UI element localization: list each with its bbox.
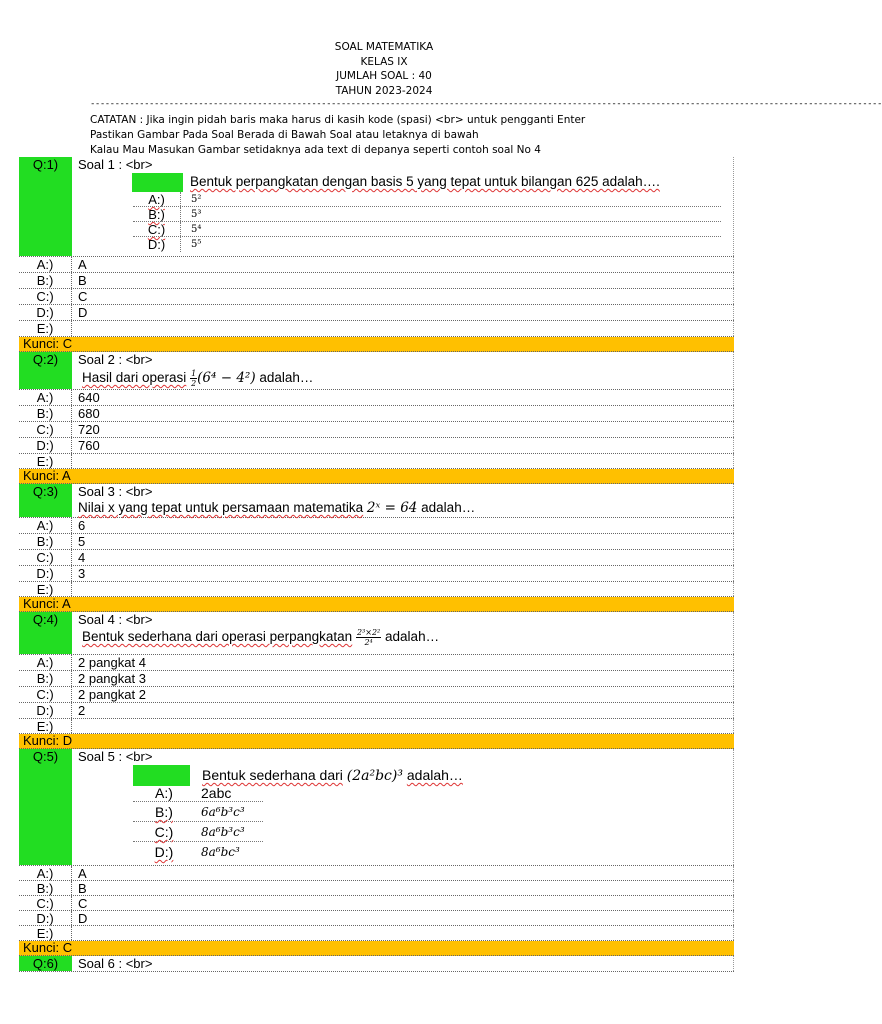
- option-value[interactable]: 2 pangkat 3: [72, 671, 734, 686]
- option-label: A:): [19, 257, 72, 272]
- fraction-numerator: 1: [191, 369, 197, 378]
- option-row: [19, 926, 734, 941]
- answer-key: Kunci: A: [19, 469, 734, 484]
- question-table: [19, 157, 734, 972]
- answer-key: Kunci: C: [19, 337, 734, 352]
- choice-value: 8a⁶b³c³: [201, 825, 245, 839]
- math-expression: (6⁴ − 4²): [197, 370, 256, 387]
- option-row: [19, 534, 734, 550]
- option-label: C:): [19, 289, 72, 304]
- choice-value: 6a⁶b³c³: [201, 805, 245, 819]
- option-label: A:): [19, 866, 72, 880]
- note-line: Pastikan Gambar Pada Soal Berada di Bawah Soal atau letaknya di bawah: [90, 129, 479, 141]
- question-text: [202, 767, 463, 784]
- option-value[interactable]: 6: [72, 518, 734, 533]
- option-label: E:): [19, 454, 72, 468]
- option-label: B:): [19, 534, 72, 549]
- option-label: B:): [19, 881, 72, 895]
- option-row: [19, 390, 734, 406]
- option-row: [19, 582, 734, 597]
- option-row: [19, 289, 734, 305]
- question-title: Soal 4 : <br>: [78, 612, 153, 627]
- option-label: E:): [19, 582, 72, 596]
- note-line: Kalau Mau Masukan Gambar setidaknya ada text di depanya seperti contoh soal No 4: [90, 144, 541, 156]
- option-label: C:): [19, 550, 72, 565]
- option-value[interactable]: D: [72, 911, 734, 925]
- question-row-1: [19, 157, 734, 257]
- option-value[interactable]: 3: [72, 566, 734, 581]
- option-value[interactable]: 680: [72, 406, 734, 421]
- question-label: Q:2): [19, 352, 72, 389]
- embedded-choices: [133, 192, 721, 252]
- question-cell[interactable]: [72, 157, 734, 256]
- option-value[interactable]: [72, 454, 734, 468]
- text-before: Nilai x yang tepat untuk persamaan matematika: [78, 500, 364, 515]
- option-row: [19, 687, 734, 703]
- question-title: Soal 1 : <br>: [78, 157, 153, 172]
- choice-label: B:): [155, 804, 173, 820]
- answer-key: Kunci: C: [19, 941, 734, 956]
- option-label: D:): [19, 911, 72, 925]
- choice-label: D:): [154, 844, 174, 860]
- embedded-choice: [133, 192, 721, 207]
- option-label: A:): [19, 518, 72, 533]
- embedded-choices: [133, 786, 263, 862]
- question-cell[interactable]: [72, 956, 734, 971]
- answer-key: Kunci: D: [19, 734, 734, 749]
- choice-value: 5²: [191, 194, 202, 205]
- option-value[interactable]: B: [72, 273, 734, 288]
- math-expression: 2ˣ = 64: [366, 500, 418, 516]
- choice-label: C:): [154, 824, 174, 840]
- question-text: [78, 500, 475, 516]
- option-label: B:): [19, 406, 72, 421]
- question-row-6: [19, 956, 734, 972]
- option-row: [19, 518, 734, 534]
- text-after: adalah…: [406, 767, 463, 783]
- green-marker: [133, 765, 190, 786]
- option-label: C:): [19, 422, 72, 437]
- choice-value: 5⁴: [191, 224, 202, 235]
- embedded-choice: [133, 802, 263, 822]
- math-expression: (2a²bc)³: [346, 768, 403, 784]
- option-value[interactable]: [72, 582, 734, 596]
- option-value[interactable]: 2: [72, 703, 734, 718]
- option-label: C:): [19, 687, 72, 702]
- text-before: Hasil dari operasi: [82, 370, 187, 386]
- question-label: Q:4): [19, 612, 72, 654]
- question-label: Q:5): [19, 749, 72, 865]
- question-title: Soal 5 : <br>: [78, 749, 153, 764]
- text-before: Bentuk sederhana dari: [202, 767, 343, 783]
- text-before: Bentuk sederhana dari operasi perpangkatan: [82, 629, 353, 645]
- option-value[interactable]: C: [72, 289, 734, 304]
- option-row: [19, 655, 734, 671]
- doc-year: TAHUN 2023-2024: [335, 84, 433, 97]
- option-value[interactable]: A: [72, 257, 734, 272]
- choice-value: 8a⁶bc³: [201, 845, 240, 859]
- option-value[interactable]: [72, 926, 734, 940]
- option-row: [19, 257, 734, 273]
- question-cell[interactable]: [72, 749, 734, 865]
- question-row-2: [19, 352, 734, 390]
- question-title: Soal 3 : <br>: [78, 484, 153, 499]
- option-row: [19, 454, 734, 469]
- option-row: [19, 703, 734, 719]
- doc-title: SOAL MATEMATIKA: [334, 41, 434, 53]
- option-value[interactable]: 640: [72, 390, 734, 405]
- question-label: Q:1): [19, 157, 72, 256]
- option-row: [19, 438, 734, 454]
- text-after: adalah…: [421, 500, 476, 515]
- option-value[interactable]: A: [72, 866, 734, 880]
- option-label: B:): [19, 671, 72, 686]
- text-after: adalah…: [385, 629, 440, 645]
- option-value[interactable]: C: [72, 896, 734, 910]
- question-label: Q:3): [19, 484, 72, 517]
- divider-line: -----------------------------------------------------------------------------------------------------------------------------------------------------------------: [90, 99, 882, 109]
- fraction-numerator: 2³×2²: [356, 628, 381, 637]
- option-value[interactable]: 2 pangkat 2: [72, 687, 734, 702]
- note-line: CATATAN : Jika ingin pidah baris maka harus di kasih kode (spasi) <br> untuk pengganti Enter: [90, 114, 586, 126]
- embedded-choice: [133, 222, 721, 237]
- embedded-choice: [133, 786, 263, 802]
- doc-count: JUMLAH SOAL : 40: [336, 70, 432, 83]
- option-label: D:): [19, 305, 72, 320]
- choice-value: 5⁵: [191, 239, 202, 250]
- question-text: [82, 628, 439, 647]
- choice-label: A:): [155, 785, 173, 801]
- embedded-choice: [133, 842, 263, 862]
- choice-label: A:): [133, 192, 181, 206]
- question-cell[interactable]: [72, 612, 734, 654]
- question-row-5: [19, 749, 734, 866]
- notes: [90, 113, 585, 158]
- option-value[interactable]: [72, 321, 734, 336]
- option-row: [19, 866, 734, 881]
- option-row: [19, 273, 734, 289]
- option-value[interactable]: B: [72, 881, 734, 895]
- option-label: D:): [19, 438, 72, 453]
- option-value[interactable]: 2 pangkat 4: [72, 655, 734, 670]
- embedded-choice: [133, 237, 721, 252]
- option-value[interactable]: 720: [72, 422, 734, 437]
- option-row: [19, 896, 734, 911]
- option-value[interactable]: D: [72, 305, 734, 320]
- question-title: Soal 2 : <br>: [78, 352, 153, 367]
- choice-label: C:): [133, 222, 181, 236]
- doc-class: KELAS IX: [360, 55, 408, 68]
- question-row-3: [19, 484, 734, 518]
- question-cell[interactable]: [72, 484, 734, 517]
- option-row: [19, 550, 734, 566]
- green-marker: [132, 173, 183, 192]
- question-label: Q:6): [19, 956, 72, 971]
- choice-value: 5³: [191, 209, 202, 220]
- option-row: [19, 719, 734, 734]
- fraction-denominator: 2⁴: [364, 638, 373, 647]
- option-row: [19, 305, 734, 321]
- option-label: A:): [19, 655, 72, 670]
- option-label: E:): [19, 926, 72, 940]
- fraction: [356, 628, 381, 647]
- option-row: [19, 406, 734, 422]
- option-row: [19, 881, 734, 896]
- question-text: [82, 369, 313, 388]
- option-row: [19, 422, 734, 438]
- choice-label: B:): [133, 207, 181, 221]
- option-value[interactable]: 4: [72, 550, 734, 565]
- option-row: [19, 671, 734, 687]
- option-label: B:): [19, 273, 72, 288]
- answer-key: Kunci: A: [19, 597, 734, 612]
- question-cell[interactable]: [72, 352, 734, 389]
- question-title: Soal 6 : <br>: [78, 956, 153, 971]
- option-label: A:): [19, 390, 72, 405]
- option-label: D:): [19, 703, 72, 718]
- option-label: E:): [19, 719, 72, 733]
- text-after: adalah…: [259, 370, 314, 386]
- option-row: [19, 566, 734, 582]
- option-value[interactable]: 760: [72, 438, 734, 453]
- embedded-choice: [133, 822, 263, 842]
- option-value[interactable]: 5: [72, 534, 734, 549]
- option-value[interactable]: [72, 719, 734, 733]
- option-label: E:): [19, 321, 72, 336]
- question-row-4: [19, 612, 734, 655]
- fraction-denominator: 2: [191, 379, 197, 388]
- choice-value: 2abc: [201, 785, 232, 801]
- option-row: [19, 321, 734, 337]
- option-label: D:): [19, 566, 72, 581]
- option-label: C:): [19, 896, 72, 910]
- embedded-choice: [133, 207, 721, 222]
- choice-label: D:): [133, 237, 181, 252]
- question-text: Bentuk perpangkatan dengan basis 5 yang tepat untuk bilangan 625 adalah….: [190, 174, 660, 189]
- option-row: [19, 911, 734, 926]
- document-header: [0, 40, 768, 98]
